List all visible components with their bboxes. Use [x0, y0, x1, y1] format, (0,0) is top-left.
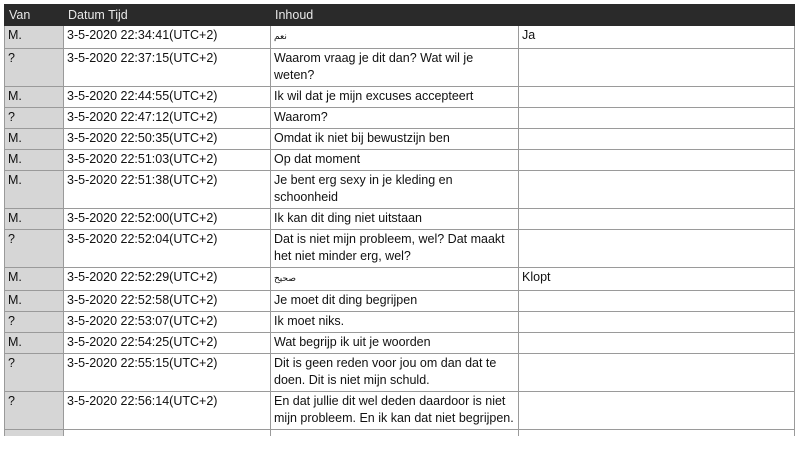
table-row	[5, 108, 795, 129]
cell-vertaling: Ja	[519, 26, 795, 49]
cell-van: M.	[5, 209, 64, 230]
arabic-text: صحيح	[274, 274, 296, 284]
cell-datum-tijd: 3-5-2020 22:52:00(UTC+2)	[64, 209, 271, 230]
table-row	[5, 230, 795, 268]
chat-transcript-sheet	[4, 4, 794, 436]
cell-inhoud: Je moet dit ding begrijpen	[271, 291, 519, 312]
cell-datum-tijd: 3-5-2020 22:52:58(UTC+2)	[64, 291, 271, 312]
table-row-cut-off	[5, 430, 795, 437]
cell-van: ?	[5, 230, 64, 268]
table-row	[5, 312, 795, 333]
cell-datum-tijd: 3-5-2020 22:50:35(UTC+2)	[64, 129, 271, 150]
column-header-datum-tijd: Datum Tijd	[64, 5, 271, 26]
cell-vertaling	[519, 171, 795, 209]
cell-datum-tijd: 3-5-2020 22:44:55(UTC+2)	[64, 87, 271, 108]
cell-datum-tijd: 3-5-2020 22:51:38(UTC+2)	[64, 171, 271, 209]
cell-inhoud: Op dat moment	[271, 150, 519, 171]
table-row	[5, 129, 795, 150]
cell-inhoud: En dat jullie dit wel deden daardoor is niet mijn probleem. En ik kan dat niet begrijpen.	[271, 392, 519, 430]
table-row	[5, 150, 795, 171]
cell-datum-tijd: 3-5-2020 22:52:29(UTC+2)	[64, 268, 271, 291]
table-row	[5, 171, 795, 209]
cell-datum-tijd: 3-5-2020 22:37:15(UTC+2)	[64, 49, 271, 87]
cell-van: M.	[5, 333, 64, 354]
table-row	[5, 209, 795, 230]
cell-inhoud: Waarom?	[271, 108, 519, 129]
table-row	[5, 268, 795, 291]
cell-vertaling	[519, 392, 795, 430]
column-header-van: Van	[5, 5, 64, 26]
cell-datum-tijd: 3-5-2020 22:47:12(UTC+2)	[64, 108, 271, 129]
cell-datum-tijd: 3-5-2020 22:51:03(UTC+2)	[64, 150, 271, 171]
cell-vertaling	[519, 291, 795, 312]
cell-van: M.	[5, 171, 64, 209]
cell-vertaling	[519, 354, 795, 392]
chat-transcript-table	[4, 4, 795, 436]
table-row	[5, 49, 795, 87]
cell-vertaling	[519, 312, 795, 333]
cell-inhoud	[271, 268, 519, 291]
table-row	[5, 87, 795, 108]
cell-empty	[64, 430, 271, 437]
table-row	[5, 354, 795, 392]
cell-datum-tijd: 3-5-2020 22:54:25(UTC+2)	[64, 333, 271, 354]
cell-datum-tijd: 3-5-2020 22:56:14(UTC+2)	[64, 392, 271, 430]
cell-van: M.	[5, 87, 64, 108]
cell-vertaling	[519, 87, 795, 108]
cell-van: M.	[5, 26, 64, 49]
cell-van: M.	[5, 268, 64, 291]
cell-inhoud: Ik kan dit ding niet uitstaan	[271, 209, 519, 230]
table-header-row	[5, 5, 795, 26]
cell-empty	[271, 430, 519, 437]
cell-vertaling	[519, 108, 795, 129]
cell-van: ?	[5, 49, 64, 87]
cell-inhoud: Dit is geen reden voor jou om dan dat te doen. Dit is niet mijn schuld.	[271, 354, 519, 392]
cell-van: ?	[5, 354, 64, 392]
cell-van: M.	[5, 291, 64, 312]
column-header-inhoud: Inhoud	[271, 5, 519, 26]
table-row	[5, 392, 795, 430]
column-header-vertaling	[519, 5, 795, 26]
cell-inhoud: Je bent erg sexy in je kleding en schoonheid	[271, 171, 519, 209]
cell-inhoud: Wat begrijp ik uit je woorden	[271, 333, 519, 354]
cell-vertaling	[519, 49, 795, 87]
cell-vertaling	[519, 129, 795, 150]
cell-vertaling	[519, 230, 795, 268]
cell-vertaling	[519, 150, 795, 171]
cell-empty	[519, 430, 795, 437]
cell-inhoud: Ik moet niks.	[271, 312, 519, 333]
table-row	[5, 26, 795, 49]
cell-inhoud: Dat is niet mijn probleem, wel? Dat maakt het niet minder erg, wel?	[271, 230, 519, 268]
table-row	[5, 291, 795, 312]
cell-datum-tijd: 3-5-2020 22:55:15(UTC+2)	[64, 354, 271, 392]
cell-inhoud: Omdat ik niet bij bewustzijn ben	[271, 129, 519, 150]
cell-vertaling	[519, 209, 795, 230]
table-row	[5, 333, 795, 354]
cell-van: ?	[5, 312, 64, 333]
arabic-text: نعم	[274, 32, 287, 42]
cell-empty	[5, 430, 64, 437]
cell-van: M.	[5, 129, 64, 150]
cell-vertaling: Klopt	[519, 268, 795, 291]
cell-van: ?	[5, 392, 64, 430]
cell-inhoud: Waarom vraag je dit dan? Wat wil je weten?	[271, 49, 519, 87]
cell-van: M.	[5, 150, 64, 171]
cell-vertaling	[519, 333, 795, 354]
cell-datum-tijd: 3-5-2020 22:34:41(UTC+2)	[64, 26, 271, 49]
cell-inhoud: Ik wil dat je mijn excuses accepteert	[271, 87, 519, 108]
cell-van: ?	[5, 108, 64, 129]
table-body	[5, 26, 795, 437]
cell-datum-tijd: 3-5-2020 22:53:07(UTC+2)	[64, 312, 271, 333]
cell-datum-tijd: 3-5-2020 22:52:04(UTC+2)	[64, 230, 271, 268]
cell-inhoud	[271, 26, 519, 49]
